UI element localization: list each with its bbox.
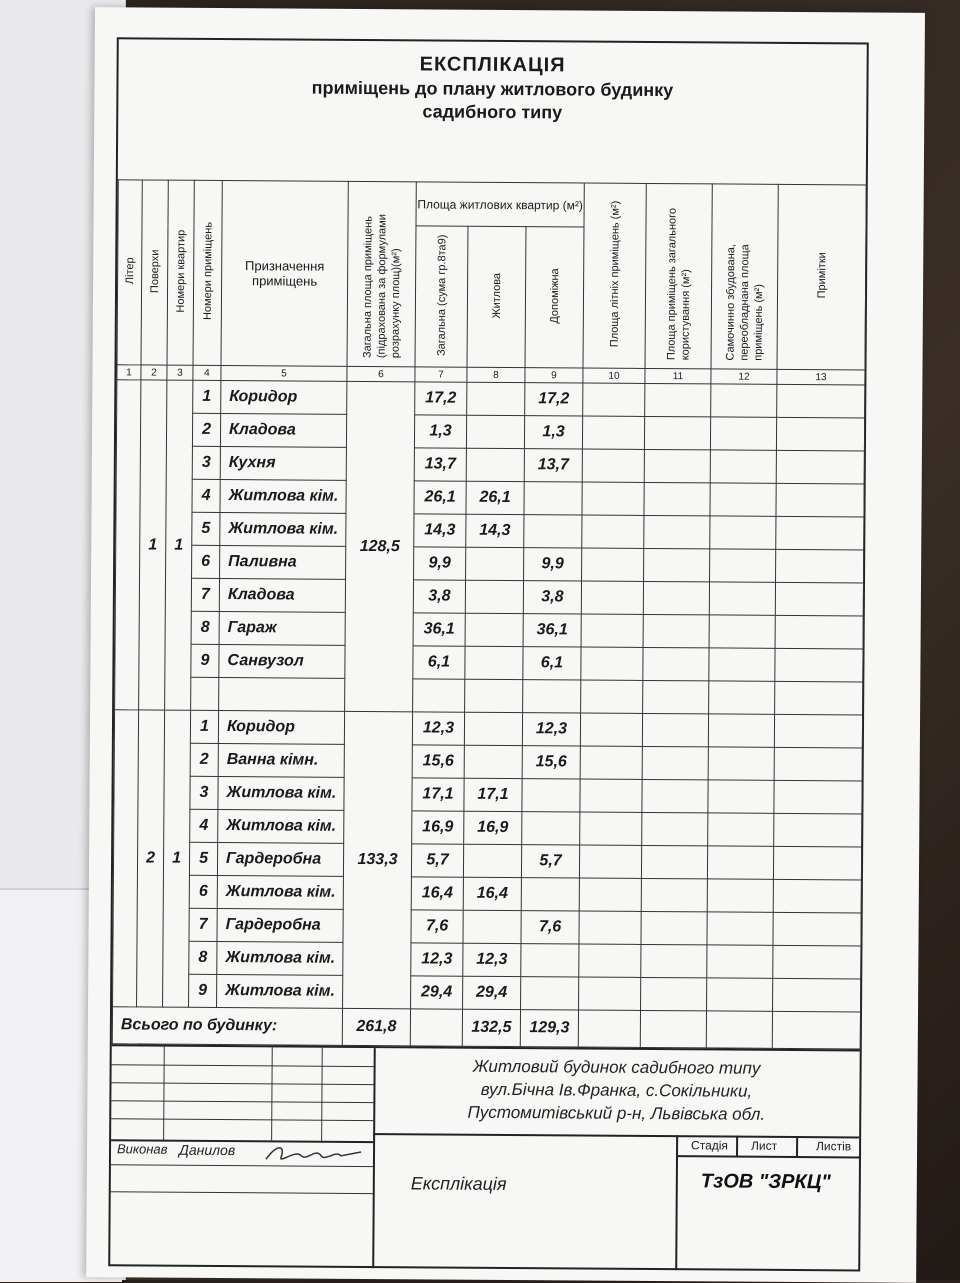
empty-cell (773, 879, 861, 913)
room-living-area: 16,4 (463, 877, 521, 910)
signature-image (261, 1139, 371, 1170)
empty-cell (643, 680, 709, 713)
empty-cell (708, 747, 774, 780)
empty-cell (642, 713, 708, 746)
empty-cell (707, 846, 773, 879)
table-row (116, 479, 864, 517)
totals-empty (772, 1011, 860, 1049)
floor2-rows (113, 710, 863, 1012)
empty-cell (579, 977, 641, 1010)
executed-label: Виконав (116, 1141, 168, 1157)
empty-cell (707, 879, 773, 912)
header-common: Площа приміщень загального користування (м²) (645, 183, 712, 368)
table-row (115, 578, 863, 616)
room-purpose: Коридор (221, 380, 347, 414)
empty-cell (776, 549, 864, 583)
empty-cell (710, 417, 776, 450)
document-title: Експлікація (410, 1173, 507, 1195)
empty-cell (645, 383, 711, 416)
empty-cell (641, 911, 707, 944)
empty-cell (775, 648, 863, 682)
empty-cell (641, 944, 707, 977)
room-living-area (465, 613, 523, 646)
floor-number: 2 (137, 710, 165, 1007)
room-living-area (465, 646, 523, 679)
floor-total-area: 128,5 (345, 381, 415, 711)
totals-section (112, 1007, 860, 1049)
room-purpose: Житлова кім. (217, 875, 343, 909)
page-subtitle-line1: приміщень до плану житлового будинку (311, 77, 674, 101)
room-total-area: 29,4 (411, 976, 463, 1009)
room-total-area: 5,7 (411, 844, 463, 877)
apartment-number: 1 (165, 380, 193, 710)
col-number: 2 (141, 365, 167, 380)
room-aux-area (524, 515, 582, 548)
empty-cell (644, 482, 710, 515)
room-number: 8 (189, 941, 217, 974)
page-title: ЕКСПЛІКАЦІЯ (419, 53, 566, 77)
room-total-area: 15,6 (412, 745, 464, 778)
header-liter: Літер (117, 180, 142, 365)
table-row (114, 743, 862, 781)
table-row (114, 776, 862, 814)
col-number: 3 (167, 365, 193, 380)
room-number: 5 (189, 842, 217, 875)
empty-cell (579, 845, 641, 878)
room-living-area: 17,1 (464, 778, 522, 811)
empty-cell (707, 945, 773, 978)
empty-cell (580, 779, 642, 812)
room-living-area (463, 844, 521, 877)
empty-cell (709, 582, 775, 615)
table-row (113, 842, 861, 880)
header-total-area: Загальна площа приміщень (підрахована за формулами розрахунку площ)(м²) (347, 181, 416, 366)
empty-cell (776, 417, 864, 451)
col-number: 6 (347, 366, 415, 381)
empty-cell (708, 714, 774, 747)
room-purpose: Житлова кім. (220, 512, 346, 546)
room-number: 1 (193, 380, 221, 413)
room-purpose: Житлова кім. (217, 941, 343, 975)
room-number: 2 (192, 413, 220, 446)
col-number: 1 (117, 365, 141, 380)
room-purpose: Гардеробна (217, 842, 343, 876)
room-number: 5 (192, 512, 220, 545)
room-total-area: 9,9 (414, 547, 466, 580)
table-row (115, 677, 863, 715)
object-address (381, 1054, 851, 1126)
room-living-area (463, 910, 521, 943)
room-aux-area: 3,8 (523, 581, 581, 614)
totals-apt-total (410, 1009, 462, 1046)
room-purpose: Житлова кім. (220, 479, 346, 513)
empty-cell (580, 812, 642, 845)
room-number: 7 (191, 578, 219, 611)
empty-cell (710, 549, 776, 582)
empty-cell (581, 581, 643, 614)
room-number: 7 (189, 908, 217, 941)
address-line1: Житловий будинок садибного типу (472, 1056, 761, 1078)
empty-cell (581, 614, 643, 647)
room-number: 4 (192, 479, 220, 512)
room-total-area: 13,7 (414, 448, 466, 481)
col-number: 7 (415, 367, 467, 382)
empty-cell (773, 846, 861, 880)
table-row (114, 809, 862, 847)
room-living-area: 16,9 (464, 811, 522, 844)
room-purpose: Житлова кім. (218, 776, 344, 810)
room-purpose: Гардеробна (217, 908, 343, 942)
room-number: 9 (189, 974, 217, 1007)
empty-cell (774, 780, 862, 814)
table-row (116, 413, 864, 451)
header-apt-numbers: Номери квартир (167, 180, 194, 365)
floor-total-area: 133,3 (343, 711, 413, 1008)
room-total-area: 36,1 (413, 613, 465, 646)
empty-cell (707, 978, 773, 1011)
totals-total-area: 261,8 (342, 1008, 410, 1045)
empty-cell (642, 812, 708, 845)
header-purpose: Призначення приміщень (221, 180, 348, 366)
room-total-area: 17,2 (415, 382, 467, 415)
empty-cell (776, 516, 864, 550)
empty-cell (465, 679, 523, 712)
empty-cell (641, 878, 707, 911)
table-row (114, 710, 862, 748)
empty-cell (579, 878, 641, 911)
totals-aux: 129,3 (520, 1010, 578, 1047)
room-purpose: Житлова кім. (217, 974, 343, 1008)
room-aux-area (522, 812, 580, 845)
empty-cell (710, 483, 776, 516)
empty-cell (643, 647, 709, 680)
room-living-area: 12,3 (463, 943, 521, 976)
room-aux-area: 17,2 (525, 383, 583, 416)
address-line3: Пустомитівський р-н, Львівська обл. (467, 1102, 766, 1124)
header-apt-living: Житлова (467, 226, 526, 367)
header-floors: Поверхи (141, 180, 168, 365)
header-unauthorized: Самочинно збудована, переобладнана площа приміщень (м²) (711, 184, 778, 369)
empty-cell (711, 384, 777, 417)
liter-cell (115, 380, 141, 710)
empty-cell (710, 450, 776, 483)
table-row (113, 941, 861, 979)
room-aux-area (521, 944, 579, 977)
stage-label: Стадія (691, 1138, 729, 1153)
empty-cell (707, 912, 773, 945)
table-row (115, 644, 863, 682)
col-number: 12 (711, 369, 777, 384)
room-living-area: 29,4 (463, 976, 521, 1009)
header-apt-area: Площа житлових квартир (м²) (416, 182, 584, 227)
empty-cell (708, 813, 774, 846)
empty-cell (774, 714, 862, 748)
room-living-area (464, 712, 522, 745)
header-apt-aux: Допоміжна (525, 227, 584, 368)
room-living-area (466, 547, 524, 580)
empty-cell (643, 614, 709, 647)
room-aux-area (522, 779, 580, 812)
empty-cell (580, 713, 642, 746)
room-aux-area: 36,1 (523, 614, 581, 647)
empty-cell (191, 677, 219, 710)
room-number: 6 (192, 545, 220, 578)
room-total-area: 6,1 (413, 646, 465, 679)
table-row (116, 512, 864, 550)
empty-cell (582, 548, 644, 581)
empty-cell (641, 977, 707, 1010)
room-aux-area (521, 977, 579, 1010)
empty-cell (642, 779, 708, 812)
stamp-signature-grid (110, 1046, 376, 1268)
room-aux-area: 7,6 (521, 911, 579, 944)
document-page (86, 7, 925, 1283)
room-total-area: 14,3 (414, 514, 466, 547)
room-number: 3 (190, 776, 218, 809)
empty-cell (773, 978, 861, 1012)
header-summer: Площа літніх приміщень (м²) (583, 183, 646, 368)
room-total-area: 1,3 (414, 415, 466, 448)
table-row (113, 875, 861, 913)
empty-cell (708, 780, 774, 813)
totals-label: Всього по будинку: (112, 1007, 342, 1046)
sheets-label: Листів (816, 1139, 852, 1154)
room-total-area: 16,4 (411, 877, 463, 910)
empty-cell (709, 615, 775, 648)
room-number: 4 (190, 809, 218, 842)
table-row (115, 611, 863, 649)
empty-cell (642, 746, 708, 779)
floor-number: 1 (139, 380, 167, 710)
empty-cell (579, 911, 641, 944)
empty-cell (775, 582, 863, 616)
header-apt-total: Загальна (сума гр.8та9) (415, 226, 468, 367)
room-aux-area: 9,9 (524, 548, 582, 581)
room-number: 9 (191, 644, 219, 677)
totals-empty (706, 1011, 772, 1048)
room-number: 2 (190, 743, 218, 776)
header-notes: Примітки (777, 184, 866, 370)
room-total-area: 7,6 (411, 910, 463, 943)
empty-cell (776, 483, 864, 517)
room-aux-area (521, 878, 579, 911)
room-purpose: Кладова (220, 413, 346, 447)
room-total-area: 16,9 (412, 811, 464, 844)
room-purpose: Кухня (220, 446, 346, 480)
room-purpose: Гараж (219, 611, 345, 645)
room-living-area (466, 448, 524, 481)
totals-living: 132,5 (462, 1009, 520, 1046)
totals-empty (578, 1010, 640, 1047)
room-purpose: Кладова (219, 578, 345, 612)
empty-cell (643, 581, 709, 614)
room-living-area (466, 415, 524, 448)
col-number: 10 (583, 368, 645, 383)
room-total-area: 17,1 (412, 778, 464, 811)
room-number: 1 (190, 710, 218, 743)
empty-cell (710, 516, 776, 549)
empty-cell (582, 416, 644, 449)
room-aux-area: 5,7 (521, 845, 579, 878)
empty-cell (582, 515, 644, 548)
room-purpose: Житлова кім. (218, 809, 344, 843)
title-block (118, 51, 866, 125)
executor-name: Данилов (178, 1141, 236, 1159)
empty-cell (581, 680, 643, 713)
empty-cell (413, 679, 465, 712)
room-purpose: Санвузол (219, 644, 345, 678)
room-number: 8 (191, 611, 219, 644)
room-aux-area: 13,7 (524, 449, 582, 482)
room-living-area: 26,1 (466, 481, 524, 514)
room-aux-area: 6,1 (523, 647, 581, 680)
empty-cell (523, 680, 581, 713)
empty-cell (644, 416, 710, 449)
organization-name: ТзОВ "ЗРКЦ" (700, 1170, 831, 1194)
document-frame (108, 37, 869, 1271)
table-row (113, 908, 861, 946)
col-number: 11 (645, 368, 711, 383)
explication-table (112, 179, 867, 1049)
empty-cell (775, 615, 863, 649)
empty-cell (582, 482, 644, 515)
table-row (116, 545, 864, 583)
room-purpose: Коридор (218, 710, 344, 744)
floor1-rows (115, 380, 865, 715)
empty-cell (644, 548, 710, 581)
room-total-area: 12,3 (412, 712, 464, 745)
room-aux-area: 1,3 (524, 416, 582, 449)
table-row (113, 974, 861, 1012)
room-living-area (467, 382, 525, 415)
room-total-area: 26,1 (414, 481, 466, 514)
empty-cell (583, 383, 645, 416)
empty-cell (774, 747, 862, 781)
room-number: 3 (192, 446, 220, 479)
table-row (116, 446, 864, 484)
col-number: 4 (193, 365, 221, 380)
title-block-stamp (110, 1044, 860, 1271)
empty-cell (579, 944, 641, 977)
table-header (117, 180, 866, 385)
table-row (117, 380, 865, 418)
empty-cell (709, 648, 775, 681)
room-aux-area: 12,3 (522, 713, 580, 746)
address-line2: вул.Бічна Ів.Франка, с.Сокільники, (480, 1079, 753, 1101)
room-purpose: Ванна кімн. (218, 743, 344, 777)
page-subtitle-line2: садибного типу (422, 101, 563, 123)
liter-cell (113, 710, 139, 1007)
empty-cell (709, 681, 775, 714)
room-total-area: 12,3 (411, 943, 463, 976)
empty-cell (644, 515, 710, 548)
col-number: 8 (467, 367, 525, 382)
room-living-area: 14,3 (466, 514, 524, 547)
empty-cell (581, 647, 643, 680)
col-number: 9 (525, 368, 583, 383)
empty-cell (219, 677, 345, 711)
sheet-label: Лист (751, 1138, 778, 1153)
totals-empty (640, 1010, 706, 1047)
room-purpose: Паливна (220, 545, 346, 579)
room-living-area (465, 580, 523, 613)
room-number: 6 (189, 875, 217, 908)
col-number: 5 (221, 365, 347, 381)
empty-cell (641, 845, 707, 878)
empty-cell (777, 384, 865, 418)
empty-cell (582, 449, 644, 482)
room-living-area (464, 745, 522, 778)
room-aux-area (524, 482, 582, 515)
empty-cell (775, 681, 863, 715)
empty-cell (773, 912, 861, 946)
apartment-number: 1 (163, 710, 191, 1007)
header-room-numbers: Номери приміщень (193, 180, 222, 365)
empty-cell (776, 450, 864, 484)
empty-cell (644, 449, 710, 482)
room-total-area: 3,8 (413, 580, 465, 613)
totals-row (112, 1007, 860, 1049)
room-aux-area: 15,6 (522, 746, 580, 779)
empty-cell (773, 945, 861, 979)
col-number: 13 (777, 369, 865, 385)
empty-cell (774, 813, 862, 847)
empty-cell (580, 746, 642, 779)
